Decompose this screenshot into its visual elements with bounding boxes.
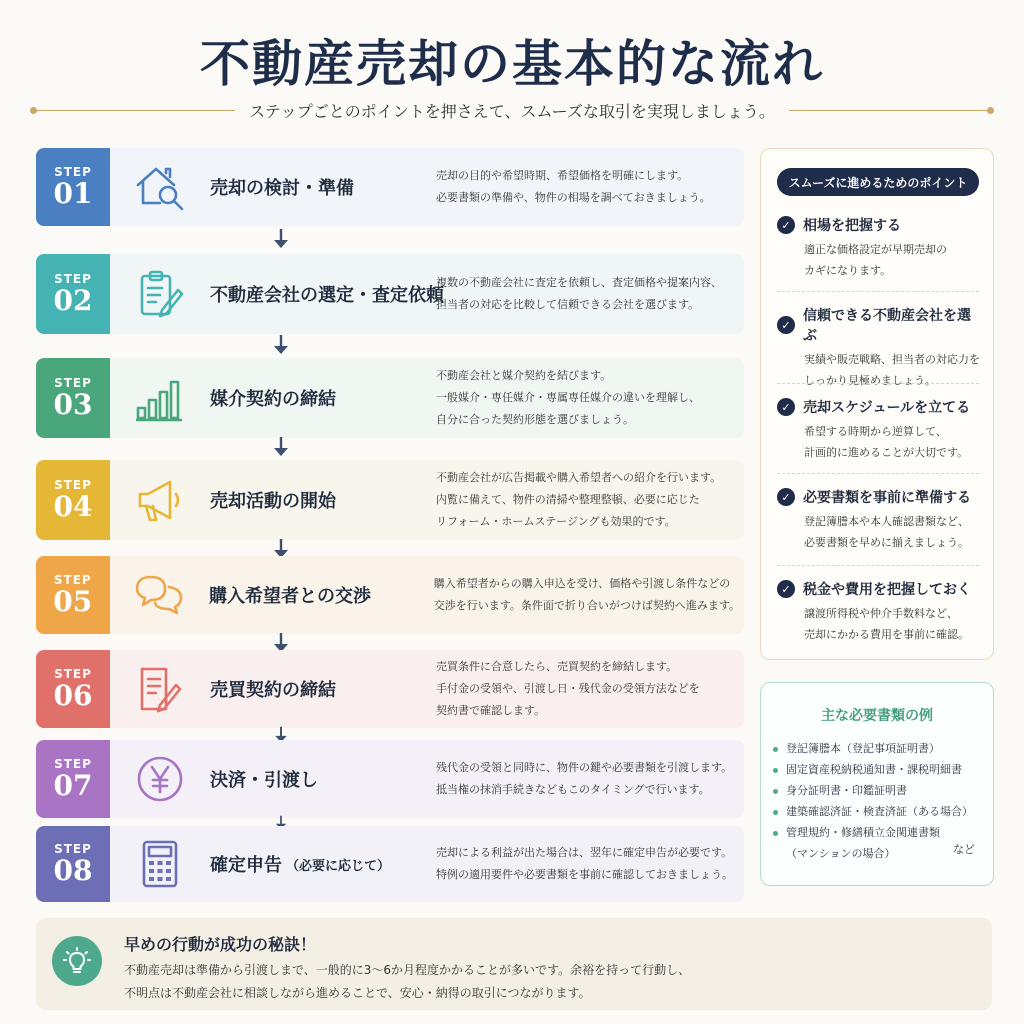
point-heading: 相場を把握する bbox=[803, 218, 901, 234]
step-card-05 bbox=[36, 556, 744, 634]
step-desc-line: リフォーム・ホームステージングも効果的です。 bbox=[436, 515, 676, 528]
list-item-text: 管理規約・修繕積立金関連書類 bbox=[786, 826, 940, 839]
step-label: STEP bbox=[54, 757, 92, 772]
step-desc-line: 売却による利益が出た場合は、翌年に確定申告が必要です。 bbox=[436, 846, 733, 859]
step-number: 06 bbox=[53, 679, 93, 713]
step-number: 04 bbox=[53, 490, 93, 524]
point-item bbox=[777, 215, 983, 281]
step-title bbox=[210, 358, 436, 438]
step-title bbox=[210, 650, 436, 728]
step-title-note: （必要に応じて） bbox=[286, 858, 391, 874]
list-item-text: 登記簿謄本（登記事項証明書） bbox=[786, 742, 940, 755]
documents-etc: など bbox=[953, 843, 975, 856]
step-description bbox=[436, 740, 744, 818]
step-label: STEP bbox=[53, 573, 92, 588]
down-arrow-icon bbox=[272, 228, 290, 250]
step-title-text: 媒介契約の締結 bbox=[210, 389, 336, 410]
step-desc-line: 内覧に備えて、物件の清掃や整理整頓、必要に応じた bbox=[436, 493, 700, 506]
documents-title: 主な必要書類の例 bbox=[821, 708, 933, 724]
step-desc-line: 手付金の受領や、引渡し日・残代金の受領方法などを bbox=[436, 682, 700, 695]
point-desc-line: 適正な価格設定が早期売却の bbox=[804, 243, 947, 256]
documents-list bbox=[773, 738, 973, 864]
step-label: STEP bbox=[54, 165, 92, 180]
step-desc-line: 特例の適用要件や必要書類を事前に確認しておきましょう。 bbox=[436, 868, 733, 881]
divider bbox=[777, 383, 979, 384]
list-item bbox=[773, 759, 973, 780]
list-item-continuation: （マンションの場合） bbox=[786, 847, 896, 860]
step-label: STEP bbox=[54, 667, 92, 682]
step-number: 05 bbox=[53, 585, 93, 619]
step-card-06 bbox=[36, 650, 744, 728]
down-arrow-icon bbox=[272, 436, 290, 458]
step-badge bbox=[36, 254, 110, 334]
step-title-text: 売却活動の開始 bbox=[210, 491, 336, 512]
house-search-icon bbox=[110, 148, 210, 226]
list-item-text: 身分証明書・印鑑証明書 bbox=[786, 784, 907, 797]
point-item bbox=[777, 487, 983, 553]
step-title bbox=[210, 826, 436, 902]
point-desc-line: 登記簿謄本や本人確認書類など、 bbox=[804, 515, 969, 528]
points-panel bbox=[760, 148, 994, 660]
step-title bbox=[210, 254, 444, 334]
step-card-02 bbox=[36, 254, 744, 334]
step-desc-line: 自分に合った契約形態を選びましょう。 bbox=[436, 413, 634, 426]
document-pen-icon bbox=[110, 650, 210, 728]
megaphone-icon bbox=[110, 460, 210, 540]
step-description bbox=[436, 254, 744, 334]
check-icon: ✓ bbox=[777, 580, 795, 598]
step-desc-line: 購入希望者からの購入申込を受け、価格や引渡し条件などの bbox=[433, 577, 731, 590]
step-description bbox=[436, 826, 744, 902]
step-card-04 bbox=[36, 460, 744, 540]
bullet-icon bbox=[773, 789, 778, 794]
point-desc-line: しっかり見極めましょう。 bbox=[804, 374, 936, 387]
step-label: STEP bbox=[54, 272, 92, 287]
point-desc-line: 計画的に進めることが大切です。 bbox=[804, 446, 969, 459]
step-desc-line: 不動産会社と媒介契約を結びます。 bbox=[436, 369, 612, 382]
step-label: STEP bbox=[54, 842, 92, 857]
step-desc-line: 複数の不動産会社に査定を依頼し、査定価格や提案内容、 bbox=[436, 276, 722, 289]
step-desc-line: 必要書類の準備や、物件の相場を調べておきましょう。 bbox=[436, 191, 711, 204]
step-description bbox=[436, 148, 744, 226]
step-desc-line: 一般媒介・専任媒介・専属専任媒介の違いを理解し、 bbox=[436, 391, 700, 404]
step-badge bbox=[36, 358, 110, 438]
check-icon: ✓ bbox=[777, 216, 795, 234]
tip-line: 不動産売却は準備から引渡しまで、一般的に3〜6か月程度かかることが多いです。余裕を持って行動し、 bbox=[124, 963, 691, 977]
step-label: STEP bbox=[54, 478, 92, 493]
check-icon: ✓ bbox=[777, 398, 795, 416]
divider-left bbox=[30, 110, 235, 111]
clipboard-pen-icon bbox=[110, 254, 210, 334]
step-description bbox=[436, 358, 744, 438]
list-item bbox=[773, 801, 973, 822]
point-heading: 売却スケジュールを立てる bbox=[803, 400, 971, 416]
point-heading: 税金や費用を把握しておく bbox=[803, 582, 971, 598]
bullet-icon bbox=[773, 747, 778, 752]
step-number: 07 bbox=[53, 769, 93, 803]
step-number: 02 bbox=[53, 284, 93, 318]
step-desc-line: 担当者の対応を比較して信頼できる会社を選びます。 bbox=[436, 298, 700, 311]
chat-bubbles-icon bbox=[110, 556, 209, 634]
step-desc-line: 売買条件に合意したら、売買契約を締結します。 bbox=[436, 660, 678, 673]
step-card-01 bbox=[36, 148, 744, 226]
step-badge bbox=[36, 556, 110, 634]
step-title bbox=[209, 556, 434, 634]
check-icon: ✓ bbox=[777, 488, 795, 506]
divider bbox=[777, 565, 979, 566]
step-description bbox=[436, 650, 744, 728]
down-arrow-icon bbox=[272, 334, 290, 356]
list-item bbox=[773, 822, 973, 843]
step-description bbox=[436, 460, 744, 540]
step-title bbox=[210, 460, 436, 540]
page-subtitle: ステップごとのポイントを押さえて、スムーズな取引を実現しましょう。 bbox=[249, 101, 775, 121]
step-badge bbox=[36, 460, 110, 540]
step-title-text: 売却の検討・準備 bbox=[210, 178, 354, 199]
step-title-text: 確定申告 bbox=[210, 855, 282, 876]
bar-chart-icon bbox=[110, 358, 210, 438]
point-item bbox=[777, 305, 983, 391]
step-desc-line: 不動産会社が広告掲載や購入希望者への紹介を行います。 bbox=[436, 471, 722, 484]
point-item bbox=[777, 397, 983, 463]
point-heading: 必要書類を事前に準備する bbox=[803, 490, 971, 506]
step-description bbox=[434, 556, 744, 634]
step-number: 08 bbox=[53, 854, 93, 888]
subtitle-row bbox=[30, 98, 994, 122]
step-desc-line: 残代金の受領と同時に、物件の鍵や必要書類を引渡します。 bbox=[436, 761, 733, 774]
step-badge bbox=[36, 740, 110, 818]
step-label: STEP bbox=[54, 376, 92, 391]
bullet-icon bbox=[773, 810, 778, 815]
list-item bbox=[773, 780, 973, 801]
point-desc-line: 譲渡所得税や仲介手数料など、 bbox=[804, 607, 958, 620]
step-title-text: 不動産会社の選定・査定依頼 bbox=[210, 285, 444, 306]
step-card-03 bbox=[36, 358, 744, 438]
check-icon: ✓ bbox=[777, 316, 795, 334]
points-title: スムーズに進めるためのポイント bbox=[777, 168, 979, 196]
tip-title: 早めの行動が成功の秘訣！ bbox=[124, 935, 317, 954]
point-desc-line: 実績や販売戦略、担当者の対応力を bbox=[804, 353, 980, 366]
calculator-icon bbox=[110, 826, 210, 902]
step-title bbox=[210, 740, 436, 818]
point-desc-line: 必要書類を早めに揃えましょう。 bbox=[804, 536, 969, 549]
list-item bbox=[773, 738, 973, 759]
divider bbox=[777, 291, 979, 292]
step-badge bbox=[36, 650, 110, 728]
list-item-text: 固定資産税納税通知書・課税明細書 bbox=[786, 763, 962, 776]
point-desc-line: 売却にかかる費用を事前に確認。 bbox=[804, 628, 969, 641]
bullet-icon bbox=[773, 768, 778, 773]
divider-right bbox=[789, 110, 994, 111]
step-desc-line: 交渉を行います。条件面で折り合いがつけば契約へ進みます。 bbox=[433, 599, 740, 612]
point-desc-line: カギになります。 bbox=[804, 264, 892, 277]
step-title-text: 売買契約の締結 bbox=[210, 680, 336, 701]
documents-panel bbox=[760, 682, 994, 886]
tip-box bbox=[36, 918, 992, 1010]
lightbulb-icon bbox=[52, 936, 102, 986]
step-number: 01 bbox=[53, 177, 93, 211]
point-heading: 信頼できる不動産会社を選ぶ bbox=[803, 308, 971, 344]
step-desc-line: 契約書で確認します。 bbox=[436, 704, 546, 717]
step-title-text: 購入希望者との交渉 bbox=[209, 586, 372, 607]
page-title: 不動産売却の基本的な流れ bbox=[200, 34, 824, 93]
tip-line: 不明点は不動産会社に相談しながら進めることで、安心・納得の取引につながります。 bbox=[124, 986, 591, 1000]
list-item-text: 建築確認済証・検査済証（ある場合） bbox=[786, 805, 973, 818]
step-title-text: 決済・引渡し bbox=[210, 770, 318, 791]
step-badge bbox=[36, 148, 110, 226]
step-desc-line: 抵当権の抹消手続きなどもこのタイミングで行います。 bbox=[436, 783, 710, 796]
step-card-08 bbox=[36, 826, 744, 902]
step-badge bbox=[36, 826, 110, 902]
yen-coin-icon bbox=[110, 740, 210, 818]
point-item bbox=[777, 579, 983, 645]
step-card-07 bbox=[36, 740, 744, 818]
step-number: 03 bbox=[53, 388, 93, 422]
bullet-icon bbox=[773, 831, 778, 836]
step-title bbox=[210, 148, 436, 226]
divider bbox=[777, 473, 979, 474]
step-desc-line: 売却の目的や希望時期、希望価格を明確にします。 bbox=[436, 169, 689, 182]
point-desc-line: 希望する時期から逆算して、 bbox=[804, 425, 947, 438]
